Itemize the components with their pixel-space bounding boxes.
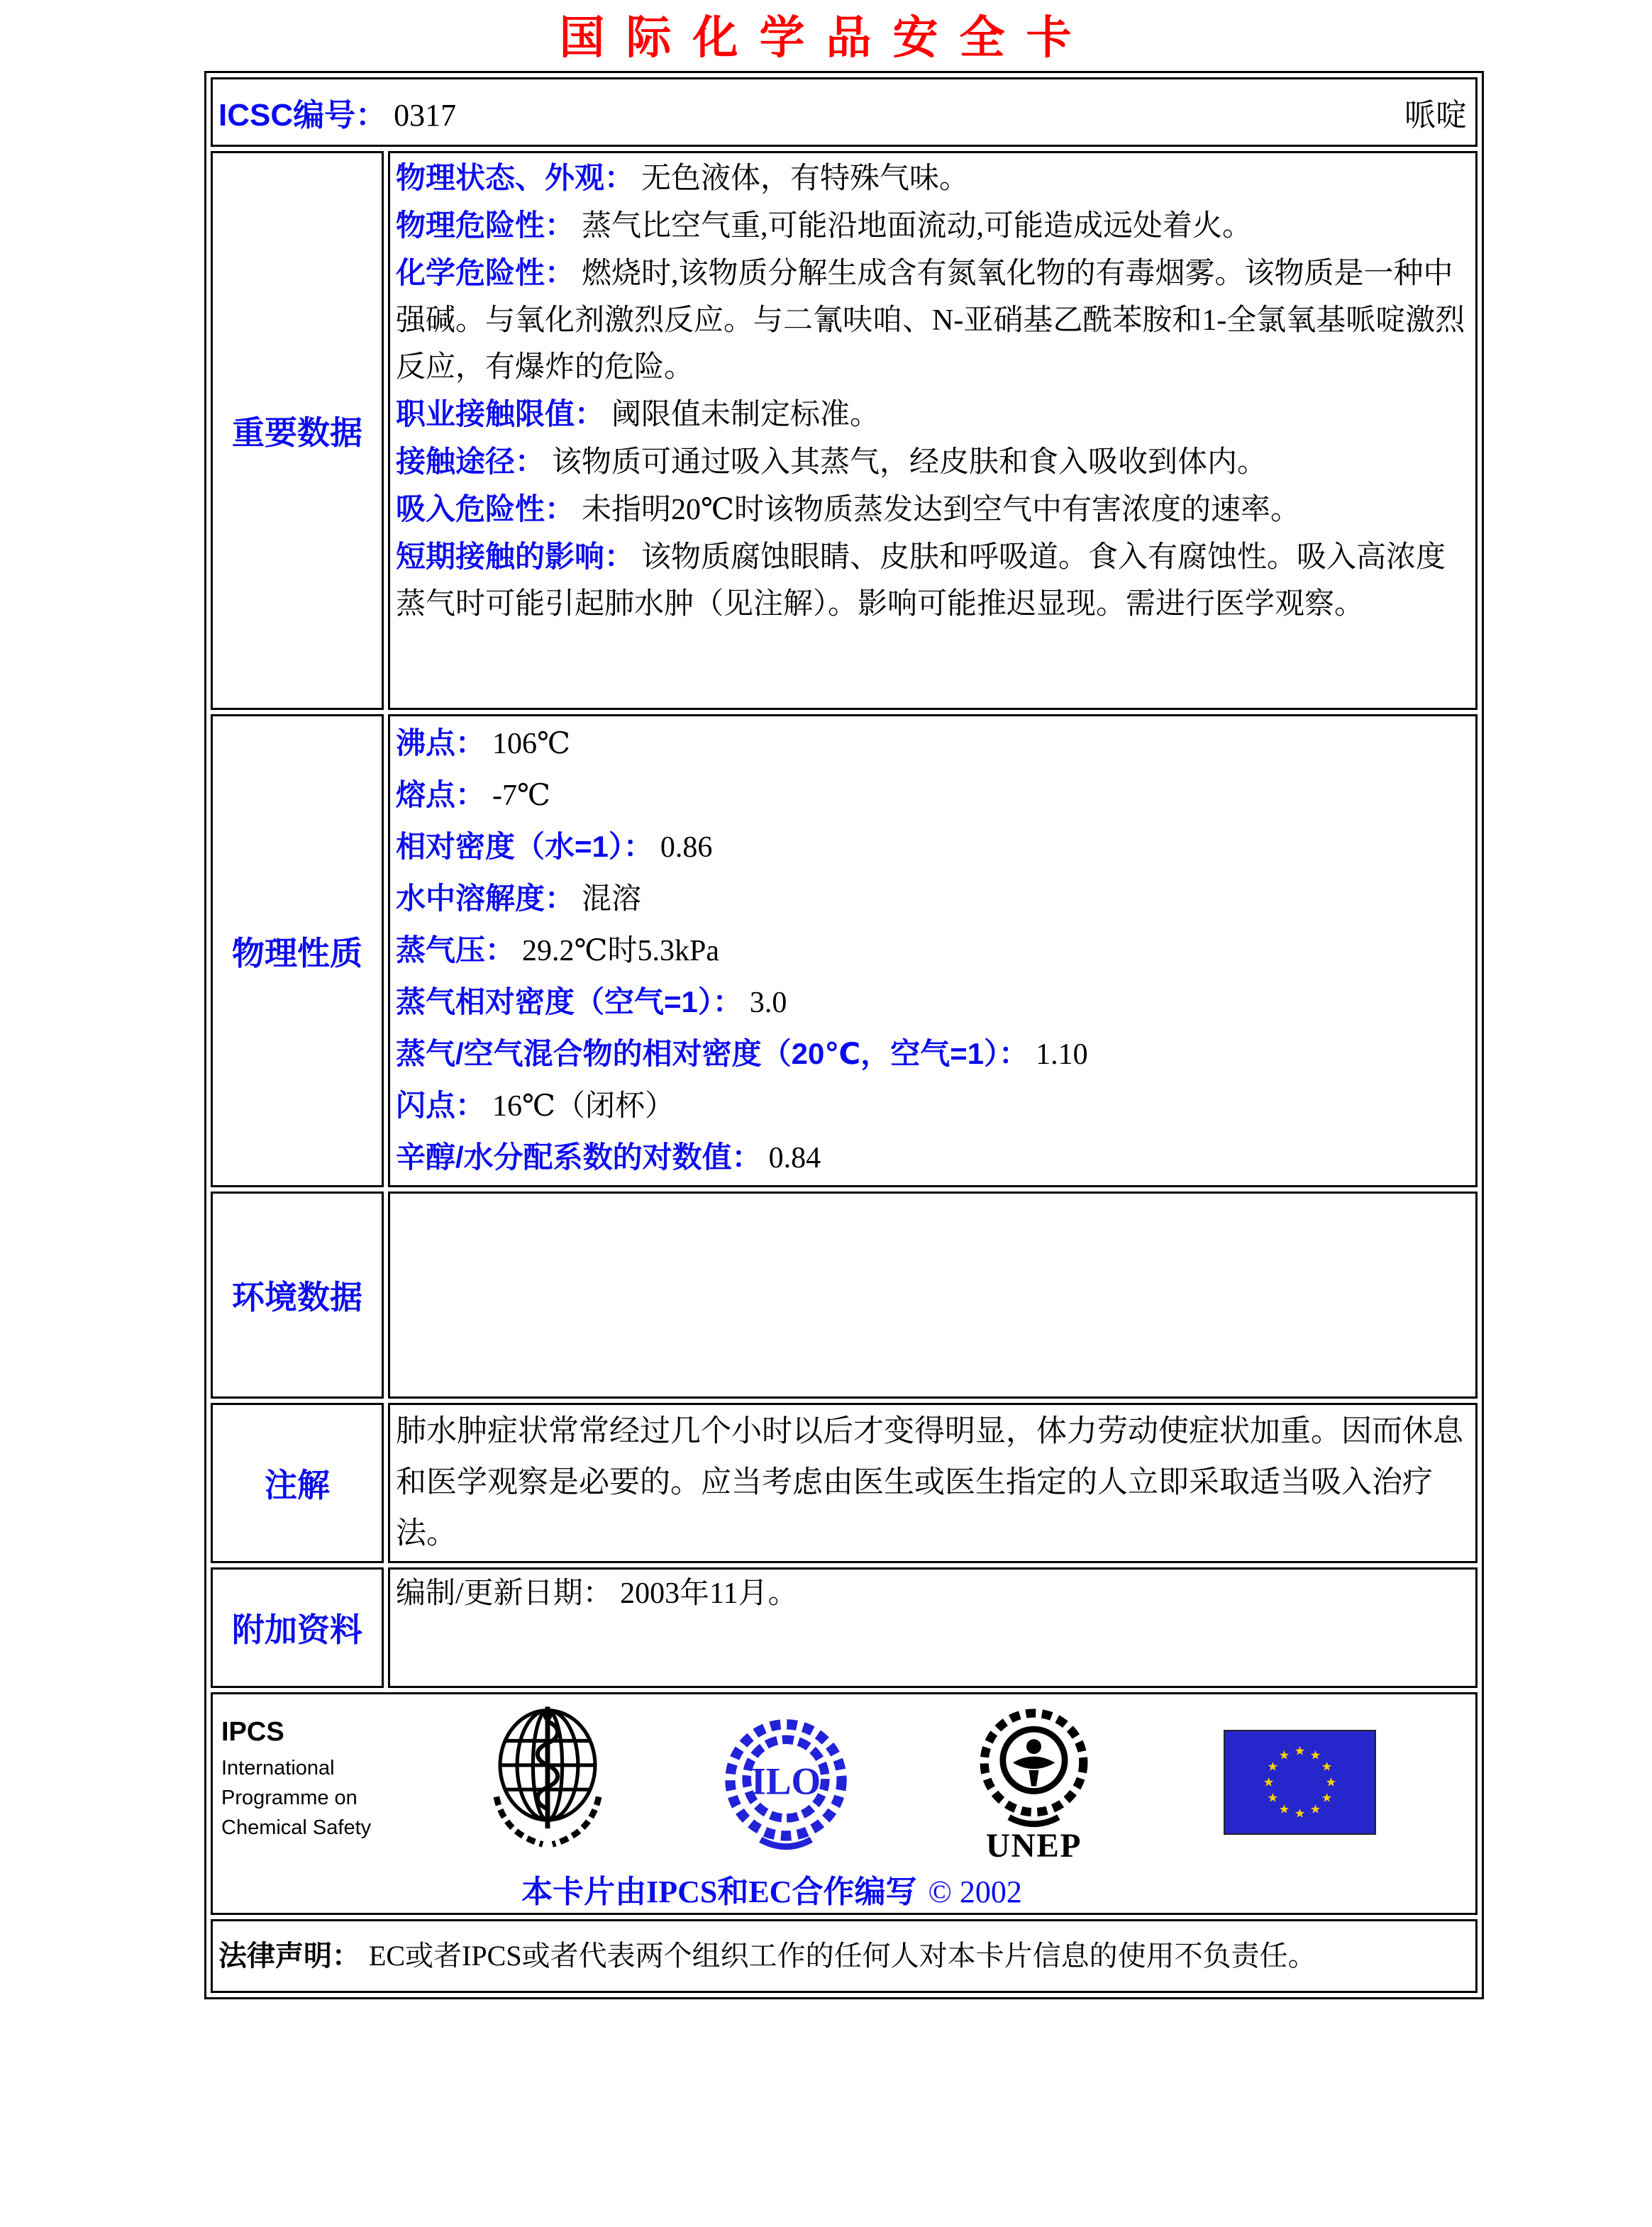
legal-row xyxy=(211,1919,1478,1993)
unep-logo-icon xyxy=(972,1706,1096,1862)
important-data-item xyxy=(396,438,1467,486)
notes-text: 肺水肿症状常常经过几个小时以后才变得明显，体力劳动使症状加重。因而休息和医学观察是必要的。应当考虑由医生或医生指定的人立即采取适当吸入治疗法。 xyxy=(396,1415,1463,1550)
logos-cell xyxy=(211,1692,1478,1915)
field-value: 3.0 xyxy=(749,987,787,1019)
important-data-item xyxy=(396,250,1467,391)
section-label-environmental-data: 环境数据 xyxy=(211,1192,384,1399)
unep-letters: UNEP xyxy=(985,1828,1082,1862)
legal-cell xyxy=(211,1919,1478,1993)
field-value: 106℃ xyxy=(492,728,570,760)
field-value: 1.10 xyxy=(1036,1038,1088,1071)
ilo-logo-icon xyxy=(722,1714,850,1856)
legal-statement xyxy=(218,1938,1467,1975)
physical-property-item xyxy=(396,977,1467,1028)
important-data-item xyxy=(396,486,1467,533)
icsc-number-value: 0317 xyxy=(394,98,457,133)
legal-label: 法律声明： xyxy=(218,1940,360,1972)
field-value: 无色液体，有特殊气味。 xyxy=(641,162,970,195)
ipcs-subtitle-line: Programme on xyxy=(221,1787,357,1809)
physical-property-item xyxy=(396,1028,1467,1080)
field-value: 阈限值未制定标准。 xyxy=(611,399,880,431)
icsc-number-label: ICSC编号： xyxy=(218,98,387,133)
physical-properties-content xyxy=(388,714,1478,1187)
field-value: 未指明20℃时该物质蒸发达到空气中有害浓度的速率。 xyxy=(582,494,1301,526)
important-data-item xyxy=(396,533,1467,628)
header-cell xyxy=(211,77,1478,147)
physical-property-item xyxy=(396,770,1467,821)
field-label: 蒸气压： xyxy=(396,933,516,967)
field-value: 该物质腐蚀眼睛、皮肤和呼吸道。食入有腐蚀性。吸入高浓度蒸气时可能引起肺水肿（见注解）。影响可能推迟显现。需进行医学观察。 xyxy=(396,541,1446,621)
field-label: 接触途径： xyxy=(396,445,545,478)
important-data-content xyxy=(388,151,1478,710)
physical-property-item xyxy=(396,821,1467,873)
section-label-physical-properties: 物理性质 xyxy=(211,714,384,1187)
field-label: 蒸气/空气混合物的相对密度（20℃，空气=1）： xyxy=(396,1037,1029,1070)
field-label: 辛醇/水分配系数的对数值： xyxy=(396,1140,762,1174)
eu-flag-icon xyxy=(1224,1730,1376,1835)
notes-content xyxy=(388,1403,1478,1563)
field-label: 蒸气相对密度（空气=1）： xyxy=(396,985,743,1018)
physical-property-item xyxy=(396,1132,1467,1184)
section-label-notes: 注解 xyxy=(211,1403,384,1563)
field-label: 相对密度（水=1）： xyxy=(396,830,653,863)
field-value: 0.86 xyxy=(660,831,713,864)
field-label: 水中溶解度： xyxy=(396,882,575,915)
important-data-item xyxy=(396,202,1467,250)
ipcs-subtitle-line: International xyxy=(221,1757,335,1779)
section-label-additional-info: 附加资料 xyxy=(211,1567,384,1688)
logos-row xyxy=(211,1692,1478,1915)
legal-text: EC或者IPCS或者代表两个组织工作的任何人对本卡片信息的使用不负责任。 xyxy=(369,1940,1316,1972)
field-label: 编制/更新日期： xyxy=(396,1577,613,1610)
field-value: 燃烧时,该物质分解生成含有氮氧化物的有毒烟雾。该物质是一种中强碱。与氧化剂激烈反应。与二氰呋咱、N-亚硝基乙酰苯胺和1-全氯氧基哌啶激烈反应，有爆炸的危险。 xyxy=(396,257,1465,384)
additional-info-item xyxy=(396,1571,1467,1616)
physical-property-item xyxy=(396,1080,1467,1132)
field-value: 蒸气比空气重,可能沿地面流动,可能造成远处着火。 xyxy=(582,210,1253,243)
field-label: 短期接触的影响： xyxy=(396,540,635,573)
chemical-name: 哌啶 xyxy=(1404,98,1467,133)
field-value: 29.2℃时5.3kPa xyxy=(522,935,719,967)
notes-row xyxy=(211,1403,1478,1563)
important-data-item xyxy=(396,155,1467,202)
cooperation-caption xyxy=(211,1866,1396,1911)
physical-property-item xyxy=(396,925,1467,977)
important-data-item xyxy=(396,391,1467,438)
physical-properties-row xyxy=(211,714,1478,1187)
icsc-number-group xyxy=(218,89,456,135)
physical-property-item xyxy=(396,873,1467,925)
field-label: 闪点： xyxy=(396,1089,486,1122)
page-title: 国际化学品安全卡 xyxy=(559,13,1093,63)
caption-text: 本卡片由IPCS和EC合作编写 xyxy=(521,1875,917,1909)
header-row xyxy=(211,77,1478,147)
additional-info-content xyxy=(388,1567,1478,1688)
ipcs-subtitle-line: Chemical Safety xyxy=(221,1816,372,1839)
environmental-data-content xyxy=(388,1192,1478,1399)
field-label: 化学危险性： xyxy=(396,256,575,289)
ilo-letters: ILO xyxy=(750,1760,821,1803)
field-value: 混溶 xyxy=(582,883,642,916)
field-value: -7℃ xyxy=(492,779,550,812)
field-value: 2003年11月。 xyxy=(620,1577,798,1610)
field-value: 16℃（闭杯） xyxy=(492,1090,675,1123)
important-data-row xyxy=(211,151,1478,710)
who-logo-icon xyxy=(487,1704,609,1850)
copyright-text: © 2002 xyxy=(928,1875,1022,1909)
field-label: 职业接触限值： xyxy=(396,397,605,431)
field-value: 该物质可通过吸入其蒸气，经皮肤和食入吸收到体内。 xyxy=(552,446,1268,479)
icsc-table xyxy=(204,71,1484,1999)
field-label: 物理状态、外观： xyxy=(396,161,635,194)
field-label: 吸入危险性： xyxy=(396,492,575,526)
ipcs-logo-block xyxy=(218,1704,434,1843)
field-label: 熔点： xyxy=(396,778,486,811)
ipcs-title: IPCS xyxy=(221,1717,284,1747)
section-label-important-data: 重要数据 xyxy=(211,151,384,710)
field-label: 物理危险性： xyxy=(396,209,575,242)
physical-property-item xyxy=(396,718,1467,770)
field-label: 沸点： xyxy=(396,726,486,760)
additional-info-row xyxy=(211,1567,1478,1688)
environmental-data-row xyxy=(211,1192,1478,1399)
field-value: 0.84 xyxy=(768,1142,821,1174)
